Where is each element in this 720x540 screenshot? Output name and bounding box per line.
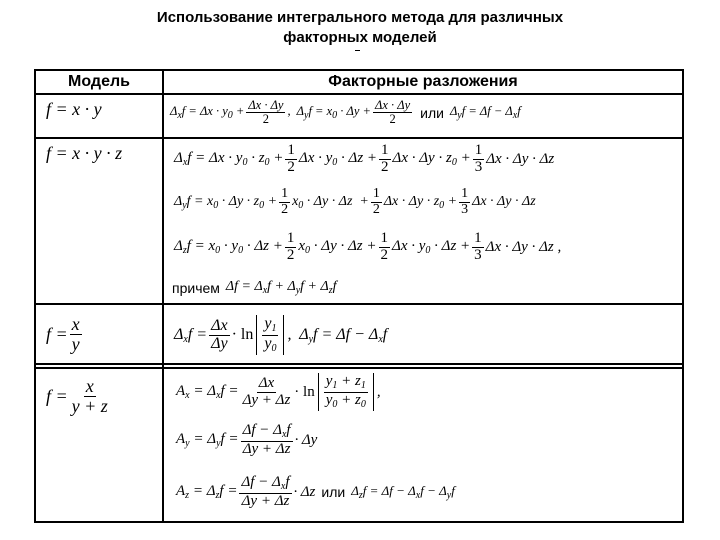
formula-row2-x: $\Delta_xf = \Delta x \cdot y_0 \cdot z_0$ + $\frac{1}{2}$ $\Delta x \cdot y_0 \cdot \Delta z$ + $\frac{1}{2}$ $\Delta x \cdot \Delta y \cdot z_0$ + $\frac{1}{3}$ Δx · Δy · Δz (174, 142, 555, 175)
formula-row2-y: $\Delta_yf = x_0 \cdot \Delta y \cdot z_0$ + $\frac{1}{2}$ $x_0 \cdot \Delta y \cdot \Delta z$ + $\frac{1}{2}$ $\Delta x \cdot \Delta y \cdot z_0$ + $\frac{1}{3}$ Δx · Δy · Δz (174, 186, 536, 217)
model-row-3 (46, 315, 84, 354)
formula-row4-z: $A_z = \Delta_zf$ = $\frac{\Delta f - \Delta_xf}{\Delta y + \Delta z}$ · Δz или $\Delta_zf = \Delta f - \Delta_xf - \Delta_yf$ (176, 474, 455, 509)
row-divider-2 (36, 303, 682, 305)
formula-row4-y: $A_y = \Delta_yf$ = $\frac{\Delta f - \Delta_xf}{\Delta y + \Delta z}$ · Δy (176, 422, 318, 457)
model-row-3-num: x (71, 314, 80, 334)
text-or-row1: или (420, 104, 444, 121)
formula-row1: $\Delta_xf = \Delta x \cdot y_0$ + $\frac{\Delta x \cdot \Delta y}{2}$ , $\Delta_yf = x_0 \cdot \Delta y$ + $\frac{\Delta x \cdot \Delta y}{2}$ или $\Delta_yf = \Delta f - \Delta_xf$ (170, 98, 521, 127)
formula-row2-z: $\Delta_zf = x_0 \cdot y_0 \cdot \Delta z$ + $\frac{1}{2}$ $x_0 \cdot \Delta y \cdot \Delta z$ + $\frac{1}{2}$ $\Delta x \cdot y_0 \cdot \Delta z$ + $\frac{1}{3}$ Δx · Δy · Δz , (174, 230, 562, 263)
page-title (0, 8, 720, 48)
row-divider-1 (36, 137, 682, 139)
factor-models-table (34, 69, 684, 523)
header-decompositions: Факторные разложения (328, 73, 518, 90)
model-row-2: f = x · y · z (46, 143, 123, 163)
title-dash (355, 50, 360, 51)
model-row-3-lhs: f = (46, 323, 68, 344)
page-title-line-1: Использование интегрального метода для различных (156, 9, 564, 26)
text-or-row4: или (321, 484, 346, 501)
row-divider-3 (36, 363, 682, 365)
page-title-line-2: факторных моделей (283, 29, 437, 46)
model-row-3-den: y (71, 333, 80, 354)
formula-row3: $\Delta_xf$ = $\frac{\Delta x}{\Delta y}$ · ln $\frac{y_1}{y_0}$ , $\Delta_yf = \Delta f - \Delta_xf$ (174, 315, 388, 354)
header-divider (36, 93, 682, 95)
formula-row4-x: $A_x = \Delta_xf$ = $\frac{\Delta x}{\Delta y + \Delta z}$ · ln $\frac{y_1 + z_1}{y_0 + z_0}$ , (176, 373, 381, 410)
model-row-1: f = x · y (46, 99, 102, 119)
header-model: Модель (68, 73, 130, 90)
row-divider-3b (36, 367, 682, 369)
formula-row2-total: причем $\Delta f = \Delta_xf + \Delta_yf + \Delta_zf$ (172, 279, 337, 296)
text-where: причем (172, 279, 220, 296)
model-row-4-num: x (85, 376, 94, 396)
model-row-4-den: y + z (71, 395, 108, 416)
model-row-4 (46, 377, 112, 416)
model-row-4-lhs: f = (46, 385, 68, 406)
